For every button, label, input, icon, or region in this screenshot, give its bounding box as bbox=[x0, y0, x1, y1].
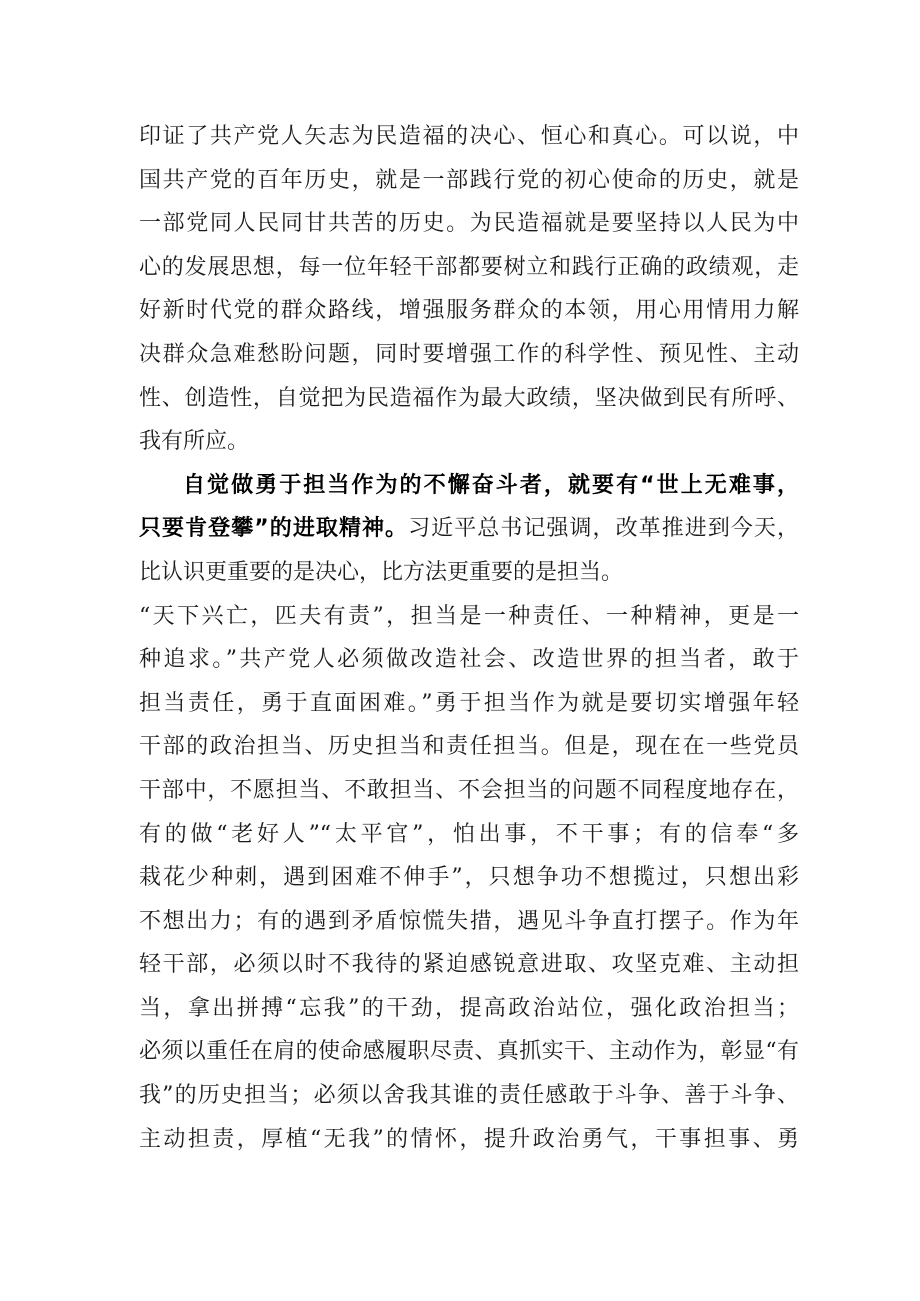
paragraph-1-line-3: 一部党同人民同甘共苦的历史。为民造福就是要坚持以人民为中 bbox=[139, 211, 799, 237]
paragraph-1-line-6: 决群众急难愁盼问题，同时要增强工作的科学性、预见性、主动 bbox=[139, 341, 799, 367]
paragraph-2-line-2-rest: 习近平总书记强调，改革推进到今天， bbox=[408, 516, 799, 542]
body-text bbox=[139, 115, 799, 1161]
paragraph-2-line-1 bbox=[139, 464, 799, 508]
paragraph-1-line-1: 印证了共产党人矢志为民造福的决心、恒心和真心。可以说，中 bbox=[139, 124, 799, 149]
paragraph-2-heading-part-2: 只要肯登攀”的进取精神。 bbox=[139, 516, 409, 542]
paragraph-1-line-8: 我有所应。 bbox=[139, 429, 250, 455]
paragraph-1-line-7: 性、创造性，自觉把为民造福作为最大政绩，坚决做到民有所呼、 bbox=[139, 385, 799, 411]
paragraph-1-line-5: 好新时代党的群众路线，增强服务群众的本领，用心用情用力解 bbox=[139, 298, 799, 324]
paragraph-2-line-3: 比认识更重要的是决心，比方法更重要的是担当。 bbox=[139, 559, 624, 585]
paragraph-2-line-13: 当，拿出拼搏“忘我”的干劲，提高政治站位，强化政治担当； bbox=[139, 995, 799, 1021]
paragraph-2-line-10: 栽花少种刺，遇到困难不伸手”，只想争功不想揽过，只想出彩 bbox=[139, 865, 799, 891]
paragraph-2-line-16: 主动担责，厚植“无我”的情怀，提升政治勇气，干事担事、勇 bbox=[139, 1126, 799, 1152]
paragraph-2-line-7: 干部的政治担当、历史担当和责任担当。但是，现在在一些党员 bbox=[139, 734, 799, 760]
paragraph-2-line-14: 必须以重任在肩的使命感履职尽责、真抓实干、主动作为，彰显“有 bbox=[139, 1039, 799, 1065]
paragraph-2-line-4: “天下兴亡，匹夫有责”，担当是一种责任、一种精神，更是一 bbox=[139, 603, 799, 629]
paragraph-1-line-4: 心的发展思想，每一位年轻干部都要树立和践行正确的政绩观，走 bbox=[139, 254, 799, 280]
paragraph-2-line-12: 轻干部，必须以时不我待的紧迫感锐意进取、攻坚克难、主动担 bbox=[139, 952, 799, 978]
paragraph-2-heading-part-1: 自觉做勇于担当作为的不懈奋斗者，就要有“世上无难事， bbox=[183, 472, 799, 498]
paragraph-2-line-2 bbox=[139, 507, 799, 551]
paragraph-2-line-8: 干部中，不愿担当、不敢担当、不会担当的问题不同程度地存在， bbox=[139, 777, 799, 803]
paragraph-2-line-5: 种追求。”共产党人必须做改造社会、改造世界的担当者，敢于 bbox=[139, 647, 799, 673]
paragraph-2-line-11: 不想出力；有的遇到矛盾惊慌失措，遇见斗争直打摆子。作为年 bbox=[139, 908, 799, 934]
paragraph-1-line-2: 国共产党的百年历史，就是一部践行党的初心使命的历史，就是 bbox=[139, 167, 799, 193]
paragraph-2-line-9: 有的做“老好人”“太平官”，怕出事，不干事；有的信奉“多 bbox=[139, 821, 799, 847]
paragraph-2-line-6: 担当责任，勇于直面困难。”勇于担当作为就是要切实增强年轻 bbox=[139, 690, 799, 716]
paragraph-2-line-15: 我”的历史担当；必须以舍我其谁的责任感敢于斗争、善于斗争、 bbox=[139, 1083, 799, 1109]
